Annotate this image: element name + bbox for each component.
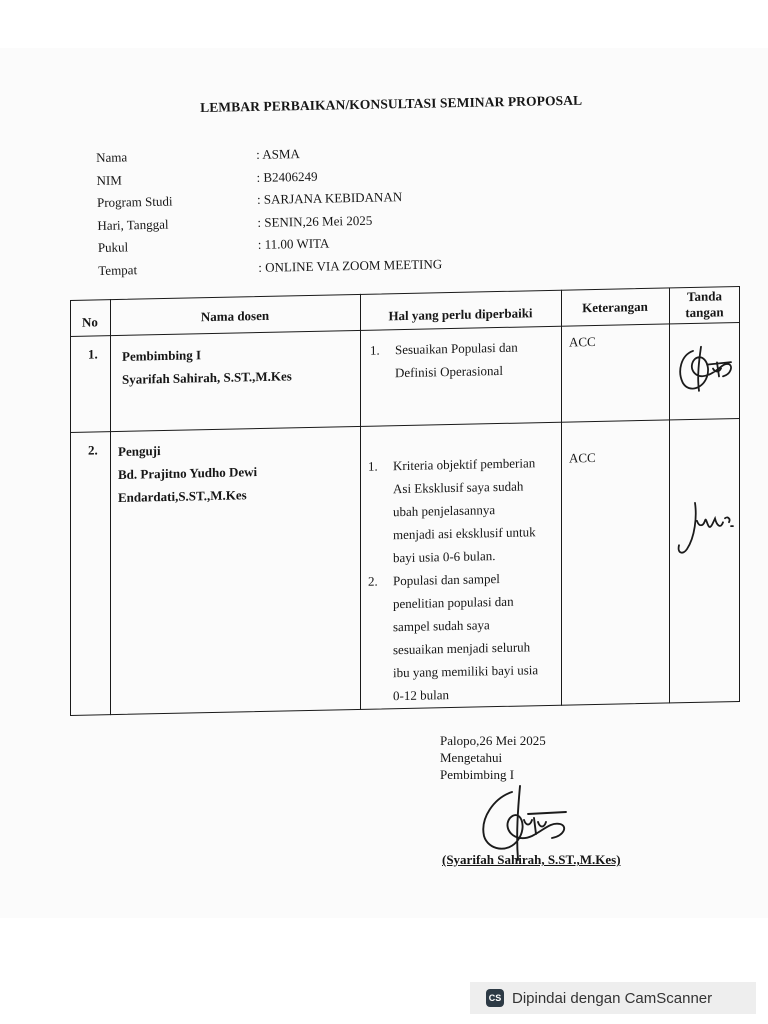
examiner-role: Penguji <box>118 443 161 459</box>
signature-icon <box>673 342 737 397</box>
revision-list <box>370 335 560 385</box>
info-value: : SARJANA KEBIDANAN <box>256 189 403 207</box>
revision-line: Populasi dan sampel <box>393 570 500 589</box>
info-label: NIM <box>96 172 122 188</box>
header-no: No <box>82 314 98 330</box>
revision-line: ibu yang memiliki bayi usia <box>393 662 539 681</box>
mengetahui-label: Mengetahui <box>440 750 503 765</box>
header-tangan: tangan <box>685 304 724 321</box>
revision-item-number: 2. <box>368 573 378 589</box>
examiner-name: Endardati,S.ST.,M.Kes <box>118 487 247 505</box>
revision-line: sampel sudah saya <box>393 617 490 635</box>
signature-block <box>440 732 546 783</box>
signer-name: (Syarifah Sahirah, S.ST.,M.Kes) <box>442 852 621 867</box>
header-nama-dosen: Nama dosen <box>200 307 270 325</box>
place-date: Palopo,26 Mei 2025 <box>440 733 546 748</box>
revision-item <box>368 451 558 570</box>
revision-line: bayi usia 0-6 bulan. <box>393 548 496 566</box>
revision-line: Asi Eksklusif saya sudah <box>393 478 524 497</box>
examiner-cell <box>118 437 257 509</box>
revision-line: menjadi asi eksklusif untuk <box>393 524 536 543</box>
revision-item-number: 1. <box>370 342 380 358</box>
table-divider <box>110 299 111 715</box>
document-title: LEMBAR PERBAIKAN/KONSULTASI SEMINAR PROPOSAL <box>200 92 583 115</box>
revision-list <box>368 451 558 708</box>
camscanner-logo-icon: CS <box>486 989 504 1007</box>
camscanner-label: Dipindai dengan CamScanner <box>512 989 713 1007</box>
header-tanda: Tanda <box>687 288 722 305</box>
info-label: Program Studi <box>96 193 173 210</box>
revision-line: 0-12 bulan <box>393 687 449 704</box>
table-divider <box>360 294 361 710</box>
info-label: Nama <box>96 149 128 165</box>
revision-item <box>370 335 560 385</box>
revision-table <box>70 286 740 716</box>
signer-role: Pembimbing I <box>440 767 515 782</box>
examiner-role: Pembimbing I <box>122 347 202 364</box>
header-hal: Hal yang perlu diperbaiki <box>388 305 533 324</box>
revision-line: penelitian populasi dan <box>393 593 514 612</box>
info-value: : ASMA <box>255 146 300 162</box>
info-label: Tempat <box>98 261 138 278</box>
header-tanda-tangan <box>669 288 740 321</box>
examiner-name: Syarifah Sahirah, S.ST.,M.Kes <box>122 368 292 387</box>
info-label: Hari, Tanggal <box>97 216 169 233</box>
signature-icon <box>673 496 737 559</box>
keterangan-value: ACC <box>569 333 596 350</box>
header-keterangan: Keterangan <box>582 298 648 316</box>
revision-item-text <box>393 451 563 570</box>
info-value: : B2406249 <box>256 168 318 185</box>
revision-item-text <box>393 566 563 708</box>
keterangan-value: ACC <box>569 449 596 466</box>
row-number: 1. <box>88 346 98 362</box>
info-value: : SENIN,26 Mei 2025 <box>257 212 373 230</box>
revision-item-text <box>395 335 565 385</box>
revision-item-number: 1. <box>368 458 378 474</box>
table-divider <box>669 287 670 703</box>
revision-line: sesuaikan menjadi seluruh <box>393 639 531 658</box>
info-value: : ONLINE VIA ZOOM MEETING <box>258 255 443 275</box>
revision-line: Definisi Operasional <box>395 362 503 381</box>
info-block <box>96 142 519 285</box>
examiner-cell <box>122 341 292 391</box>
revision-line: Sesuaikan Populasi dan <box>395 339 518 358</box>
revision-line: ubah penjelasannya <box>393 502 496 520</box>
revision-item <box>368 566 558 708</box>
row-number: 2. <box>88 442 98 458</box>
info-value: : 11.00 WITA <box>257 235 330 252</box>
info-label: Pukul <box>97 239 129 255</box>
camscanner-watermark <box>470 982 756 1014</box>
revision-line: Kriteria objektif pemberian <box>393 455 536 474</box>
examiner-name: Bd. Prajitno Yudho Dewi <box>118 464 258 482</box>
